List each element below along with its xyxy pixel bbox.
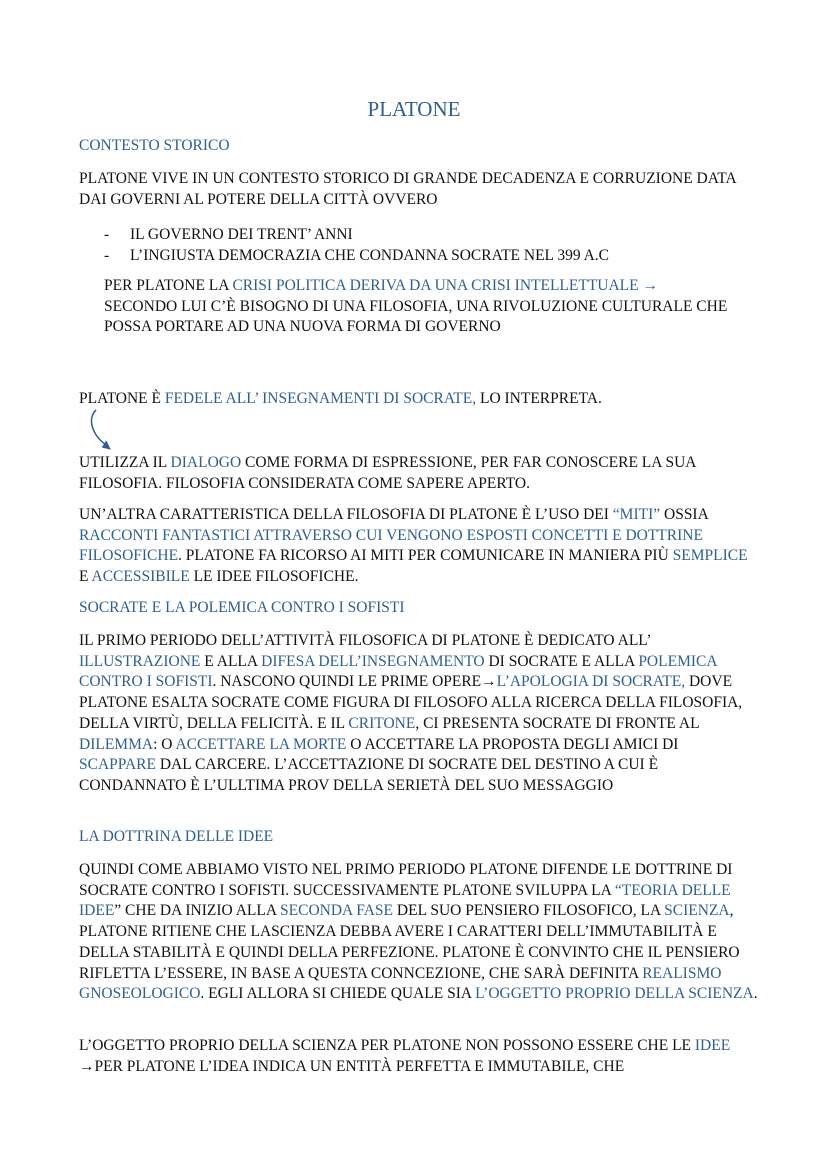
paragraph-oggetto: [79, 1036, 759, 1077]
list-item: - L’INGIUSTA DEMOCRAZIA CHE CONDANNA SOCRATE NEL 399 A.C: [104, 245, 609, 266]
text: DOVE PLATONE ESALTA SOCRATE COME FIGURA DI FILOSOFO ALLA RICERCA DELLA FILOSOFIA, DELLA VIRTÙ, DELLA FELICITÀ. E IL: [79, 673, 743, 732]
text: UN’ALTRA CARATTERISTICA DELLA FILOSOFIA DI PLATONE È L’USO DEI: [79, 506, 613, 523]
text: . EGLI ALLORA SI CHIEDE QUALE SIA: [200, 985, 476, 1003]
text: IL PRIMO PERIODO DELL’ATTIVITÀ FILOSOFICA DI PLATONE È DEDICATO ALL’: [79, 632, 651, 649]
text: COME FORMA DI ESPRESSIONE, PER FAR CONOSCERE LA SUA FILOSOFIA. FILOSOFIA CONSIDERATA COME SAPERE APERTO.: [79, 454, 696, 492]
paragraph-miti: [79, 505, 759, 588]
highlight-text: DIALOGO: [170, 454, 242, 471]
highlight-text: L’APOLOGIA DI SOCRATE,: [496, 673, 686, 691]
paragraph-fedele: [79, 389, 759, 410]
text: : O: [153, 735, 176, 753]
text: L’OGGETTO PROPRIO DELLA SCIENZA PER PLATONE NON POSSONO ESSERE CHE LE: [79, 1037, 695, 1054]
text: DAL CARCERE. L’ACCETTAZIONE DI SOCRATE DEL DESTINO A CUI È CONDANNATO È L’ULLTIMA PROV DELLA SERIETÀ DEL SUO MESSAGGIO: [79, 756, 659, 794]
paragraph-socrate: [79, 631, 759, 797]
text: SECONDO LUI C’È BISOGNO DI UNA FILOSOFIA, UNA RIVOLUZIONE CULTURALE CHE POSSA PORTARE AD UNA NUOVA FORMA DI GOVERNO: [104, 297, 728, 336]
heading-contesto-storico: CONTESTO STORICO: [79, 137, 230, 154]
text: →PER PLATONE L’IDEA INDICA UN ENTITÀ PERFETTA E IMMUTABILE, CHE: [79, 1057, 625, 1075]
heading-dottrina-idee: LA DOTTRINA DELLE IDEE: [79, 828, 274, 845]
list-item: - IL GOVERNO DEI TRENT’ ANNI: [104, 224, 609, 245]
highlight-text: L’OGGETTO PROPRIO DELLA SCIENZA: [475, 985, 754, 1003]
text: O ACCETTARE LA PROPOSTA DEGLI AMICI DI: [346, 735, 679, 753]
text: , CI PRESENTA SOCRATE DI FRONTE AL: [415, 714, 699, 732]
text: PLATONE È: [79, 390, 165, 407]
text: .: [753, 985, 758, 1003]
highlight-text: DILEMMA: [79, 735, 154, 753]
page-title: PLATONE: [367, 97, 461, 121]
highlight-text: “TEORIA DELLE IDEE: [79, 881, 731, 920]
paragraph-crisi: [104, 276, 764, 338]
text: ” CHE DA INIZIO ALLA: [114, 902, 281, 920]
paragraph-dottrina: [79, 860, 759, 1005]
heading-socrate-sofisti: SOCRATE E LA POLEMICA CONTRO I SOFISTI: [79, 599, 405, 616]
highlight-text: CRISI POLITICA DERIVA DA UNA CRISI INTELLETTUALE: [232, 277, 639, 294]
highlight-text: IDEE: [694, 1037, 731, 1054]
text: PER PLATONE LA: [104, 277, 233, 294]
highlight-text: CRITONE: [348, 714, 416, 732]
highlight-text: DIFESA DELL’INSEGNAMENTO: [261, 652, 485, 670]
highlight-text: ACCETTARE LA MORTE: [175, 735, 347, 753]
arrow-icon: →: [638, 277, 658, 294]
highlight-text: SEMPLICE: [672, 547, 748, 565]
paragraph-contesto-intro: PLATONE VIVE IN UN CONTESTO STORICO DI GRANDE DECADENZA E CORRUZIONE DATA DAI GOVERNI AL POTERE DELLA CITTÀ OVVERO: [79, 170, 736, 208]
text: DI SOCRATE E ALLA: [484, 652, 639, 670]
text: . NASCONO QUINDI LE PRIME OPERE→: [212, 673, 497, 691]
text: , PLATONE RITIENE CHE LASCIENZA DEBBA AVERE I CARATTERI DELL’IMMUTABILITÀ E DELLA STABILITÀ E QUINDI DELLA PERFEZIONE. PLATONE È CONVINTO CHE IL PENSIERO RIFLETTA L’ESSERE, IN BASE A QUESTA CONNCEZIONE, CHE SARÀ DEFINITA: [79, 902, 740, 982]
highlight-text: FEDELE ALL’ INSEGNAMENTI DI SOCRATE,: [164, 390, 477, 407]
text: UTILIZZA IL: [79, 454, 171, 471]
highlight-text: SCAPPARE: [79, 756, 156, 774]
text: DEL SUO PENSIERO FILOSOFICO, LA: [393, 902, 665, 920]
highlight-text: SECONDA FASE: [280, 902, 394, 920]
highlight-text: POLEMICA CONTRO I SOFISTI: [79, 652, 717, 691]
text: . PLATONE FA RICORSO AI MITI PER COMUNICARE IN MANIERA PIÙ: [178, 547, 673, 565]
highlight-text: “MITI”: [612, 506, 661, 523]
text: E ALLA: [200, 652, 262, 670]
text: OSSIA: [660, 506, 708, 523]
highlight-text: ACCESSIBILE: [91, 568, 190, 586]
highlight-text: SCIENZA: [664, 902, 730, 920]
text: LO INTERPRETA.: [476, 390, 602, 407]
highlight-text: REALISMO GNOSEOLOGICO: [79, 964, 722, 1003]
highlight-text: RACCONTI FANTASTICI ATTRAVERSO CUI VENGONO ESPOSTI CONCETTI E DOTTRINE FILOSOFICHE: [79, 526, 703, 565]
text: LE IDEE FILOSOFICHE.: [189, 568, 359, 586]
highlight-text: ILLUSTRAZIONE: [79, 652, 201, 670]
bullet-list-governi: [104, 224, 609, 266]
paragraph-dialogo: [79, 453, 759, 494]
text: E: [79, 568, 92, 586]
curved-arrow-icon: [88, 408, 128, 456]
text: QUINDI COME ABBIAMO VISTO NEL PRIMO PERIODO PLATONE DIFENDE LE DOTTRINE DI SOCRATE CONTRO I SOFISTI. SUCCESSIVAMENTE PLATONE SVILUPPA LA: [79, 861, 733, 899]
